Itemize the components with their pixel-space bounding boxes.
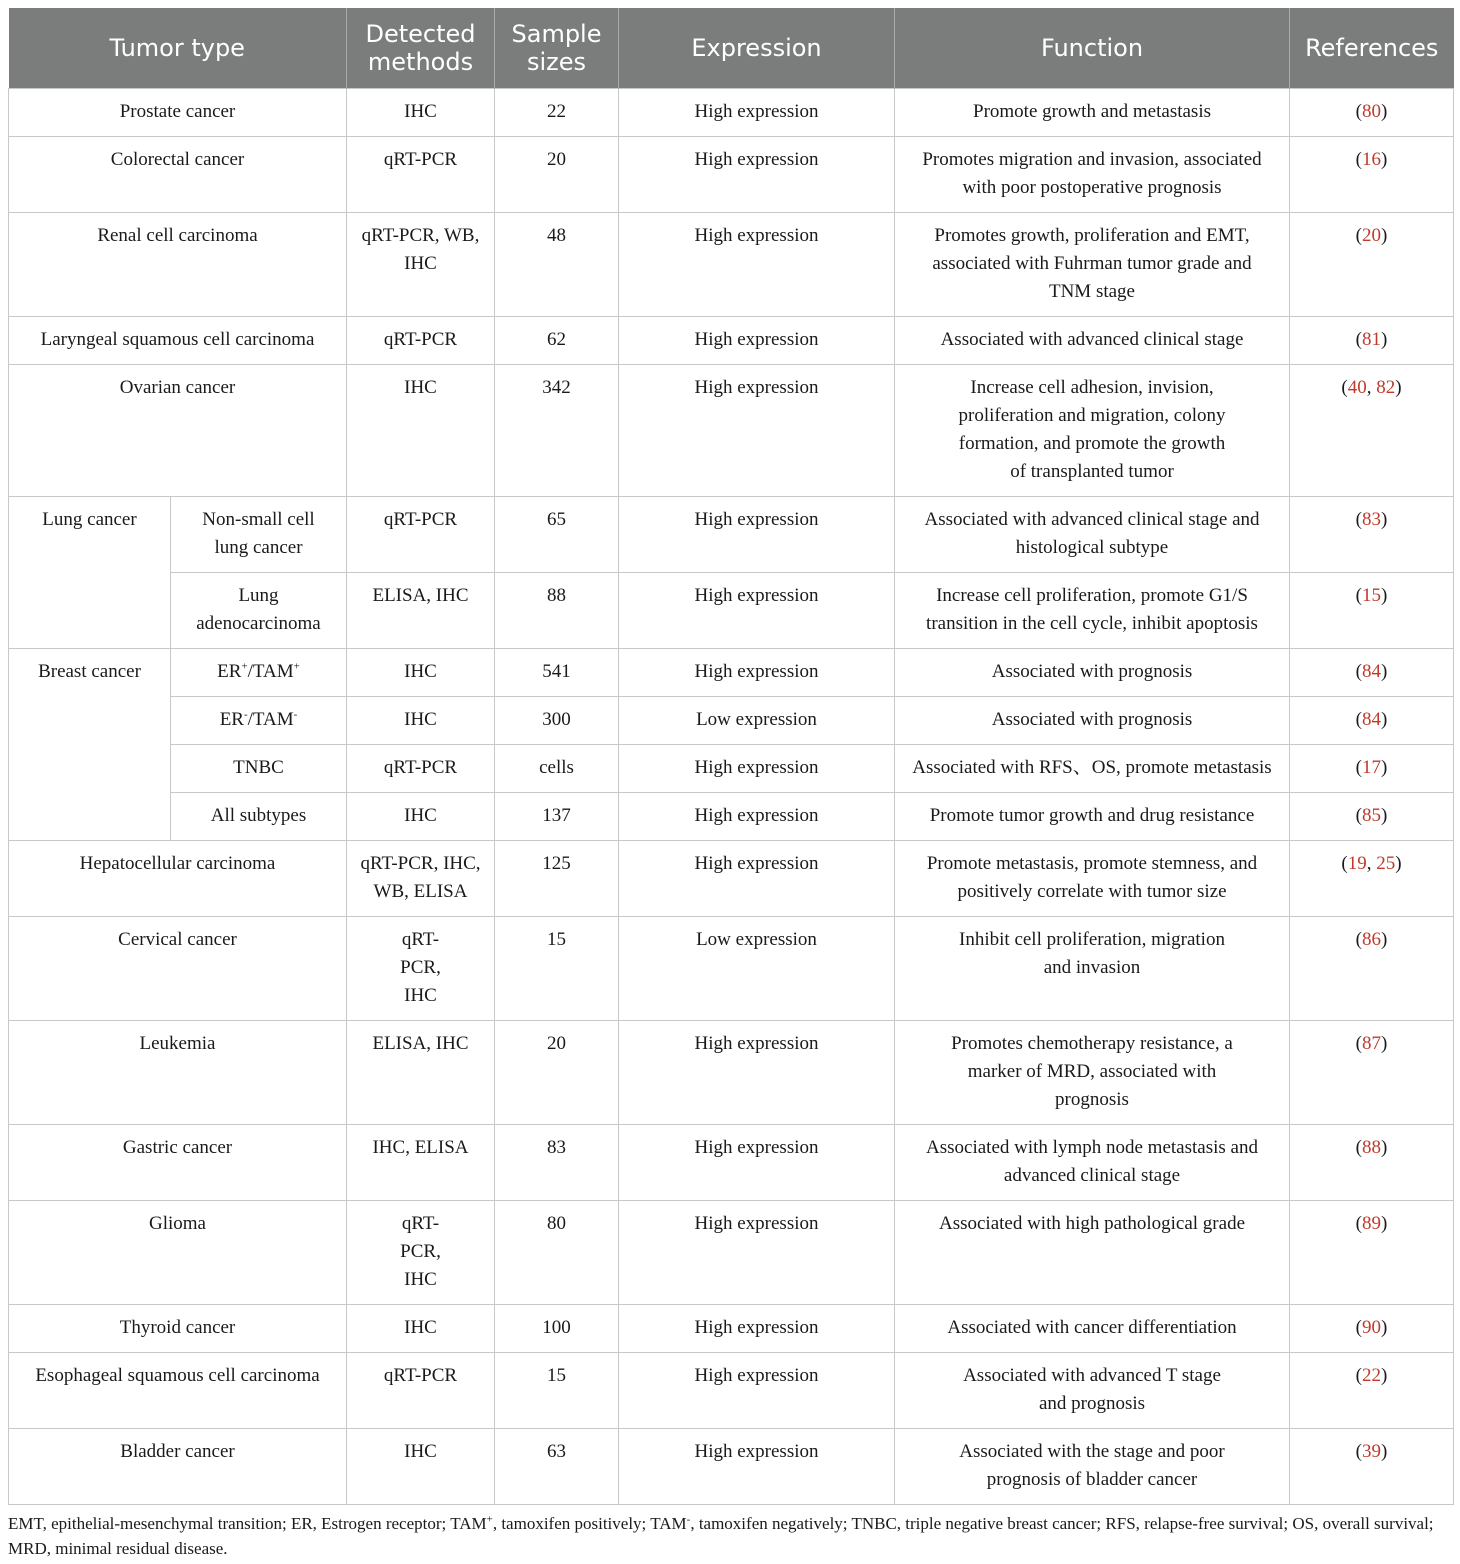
tumor-type-cell bbox=[9, 213, 347, 317]
function-cell bbox=[895, 649, 1290, 697]
expression-cell bbox=[619, 213, 895, 317]
expression-cell-text: High expression bbox=[694, 1365, 819, 1386]
function-cell bbox=[895, 89, 1290, 137]
sample-size-cell-text: 48 bbox=[547, 225, 566, 246]
detected-methods-cell bbox=[347, 917, 495, 1021]
tumor-type-cell bbox=[9, 649, 171, 841]
function-cell bbox=[895, 1125, 1290, 1201]
detected-methods-cell bbox=[347, 365, 495, 497]
function-cell bbox=[895, 697, 1290, 745]
header-tumor-type: Tumor type bbox=[9, 8, 347, 89]
tumor-subtype-cell-text: All subtypes bbox=[210, 805, 307, 826]
expression-cell bbox=[619, 697, 895, 745]
expression-cell bbox=[619, 1201, 895, 1305]
reference-link[interactable]: 89 bbox=[1362, 1213, 1381, 1234]
tumor-subtype-cell-text: ER-/TAM- bbox=[219, 708, 298, 730]
tumor-type-cell bbox=[9, 1125, 347, 1201]
function-cell bbox=[895, 497, 1290, 573]
table-row bbox=[9, 1429, 1454, 1505]
tumor-type-cell bbox=[9, 89, 347, 137]
references-cell: (20) bbox=[1290, 213, 1454, 317]
references-cell: (80) bbox=[1290, 89, 1454, 137]
sample-size-cell bbox=[495, 917, 619, 1021]
function-cell bbox=[895, 793, 1290, 841]
tumor-type-cell-text: Renal cell carcinoma bbox=[97, 225, 258, 246]
function-cell-text: Increase cell adhesion, invision, proliferation and migration, colony formation, and promote the growth of transplanted tumor bbox=[958, 377, 1226, 482]
function-cell-text: Promote metastasis, promote stemness, and positively correlate with tumor size bbox=[926, 853, 1258, 902]
tumor-type-cell bbox=[9, 1305, 347, 1353]
expression-cell-text: High expression bbox=[694, 509, 819, 530]
function-cell bbox=[895, 1353, 1290, 1429]
reference-link[interactable]: 83 bbox=[1362, 509, 1381, 530]
reference-link[interactable]: 80 bbox=[1362, 101, 1381, 122]
detected-methods-cell-text: IHC bbox=[404, 805, 437, 826]
detected-methods-cell bbox=[347, 1021, 495, 1125]
table-row bbox=[9, 1305, 1454, 1353]
function-cell-text: Associated with advanced clinical stage and histological subtype bbox=[924, 509, 1260, 558]
expression-cell-text: High expression bbox=[694, 149, 819, 170]
detected-methods-cell-text: qRT-PCR bbox=[383, 329, 458, 350]
header-expression: Expression bbox=[619, 8, 895, 89]
sample-size-cell-text: 15 bbox=[547, 1365, 566, 1386]
table-row bbox=[9, 213, 1454, 317]
function-cell-text: Promotes growth, proliferation and EMT, associated with Fuhrman tumor grade and TNM stage bbox=[932, 225, 1252, 302]
expression-cell bbox=[619, 649, 895, 697]
references-cell: (90) bbox=[1290, 1305, 1454, 1353]
expression-cell-text: High expression bbox=[694, 853, 819, 874]
function-cell bbox=[895, 745, 1290, 793]
references-cell: (88) bbox=[1290, 1125, 1454, 1201]
expression-cell bbox=[619, 573, 895, 649]
detected-methods-cell bbox=[347, 1125, 495, 1201]
function-cell-text: Associated with advanced clinical stage bbox=[940, 329, 1244, 350]
detected-methods-cell-text: IHC, ELISA bbox=[372, 1137, 469, 1158]
tumor-type-cell-text: Colorectal cancer bbox=[110, 149, 245, 170]
expression-cell-text: Low expression bbox=[696, 709, 817, 730]
sample-size-cell bbox=[495, 1021, 619, 1125]
table-row bbox=[9, 917, 1454, 1021]
sample-size-cell bbox=[495, 1305, 619, 1353]
tumor-type-cell-text: Glioma bbox=[149, 1213, 206, 1234]
header-row bbox=[9, 8, 1454, 89]
detected-methods-cell bbox=[347, 745, 495, 793]
expression-cell-text: High expression bbox=[694, 101, 819, 122]
detected-methods-cell bbox=[347, 1305, 495, 1353]
expression-cell bbox=[619, 1429, 895, 1505]
expression-cell bbox=[619, 917, 895, 1021]
sample-size-cell bbox=[495, 137, 619, 213]
expression-cell-text: High expression bbox=[694, 1033, 819, 1054]
tumor-type-cell-text: Leukemia bbox=[139, 1033, 216, 1054]
detected-methods-cell bbox=[347, 497, 495, 573]
function-cell-text: Increase cell proliferation, promote G1/S transition in the cell cycle, inhibit apoptosis bbox=[926, 585, 1258, 634]
reference-link[interactable]: 22 bbox=[1362, 1365, 1381, 1386]
table-row bbox=[9, 497, 1454, 573]
detected-methods-cell bbox=[347, 213, 495, 317]
function-cell bbox=[895, 1201, 1290, 1305]
function-cell-text: Promotes chemotherapy resistance, a marker of MRD, associated with prognosis bbox=[951, 1033, 1233, 1110]
detected-methods-cell-text: qRT-PCR bbox=[383, 149, 458, 170]
table-row bbox=[9, 1125, 1454, 1201]
sample-size-cell bbox=[495, 1429, 619, 1505]
sample-size-cell-text: 100 bbox=[542, 1317, 571, 1338]
sample-size-cell-text: 20 bbox=[547, 149, 566, 170]
header-function: Function bbox=[895, 8, 1290, 89]
function-cell-text: Associated with advanced T stage and prognosis bbox=[963, 1365, 1221, 1414]
function-cell bbox=[895, 137, 1290, 213]
tumor-type-cell bbox=[9, 841, 347, 917]
detected-methods-cell bbox=[347, 1353, 495, 1429]
sample-size-cell-text: 62 bbox=[547, 329, 566, 350]
sample-size-cell-text: 63 bbox=[547, 1441, 566, 1462]
references-cell: (19, 25) bbox=[1290, 841, 1454, 917]
reference-link[interactable]: 25 bbox=[1376, 853, 1396, 874]
table-footnote bbox=[8, 1511, 1453, 1561]
table-body bbox=[9, 89, 1454, 1505]
detected-methods-cell-text: qRT-PCR, WB, IHC bbox=[361, 225, 480, 274]
references-cell: (15) bbox=[1290, 573, 1454, 649]
sample-size-cell-text: cells bbox=[539, 757, 574, 778]
tumor-type-cell-text: Prostate cancer bbox=[119, 101, 236, 122]
reference-link[interactable]: 40 bbox=[1347, 377, 1367, 398]
expression-cell-text: High expression bbox=[694, 377, 819, 398]
function-cell bbox=[895, 841, 1290, 917]
sample-size-cell-text: 300 bbox=[542, 709, 571, 730]
reference-link[interactable]: 19 bbox=[1347, 853, 1367, 874]
detected-methods-cell bbox=[347, 697, 495, 745]
table-row bbox=[9, 745, 1454, 793]
sample-size-cell bbox=[495, 793, 619, 841]
sample-size-cell bbox=[495, 317, 619, 365]
detected-methods-cell-text: IHC bbox=[404, 709, 437, 730]
expression-cell-text: High expression bbox=[694, 661, 819, 682]
reference-link[interactable]: 15 bbox=[1362, 585, 1381, 606]
sample-size-cell-text: 80 bbox=[547, 1213, 566, 1234]
detected-methods-cell bbox=[347, 89, 495, 137]
tumor-subtype-cell-text: ER+/TAM+ bbox=[217, 660, 300, 682]
sample-size-cell-text: 137 bbox=[542, 805, 571, 826]
sample-size-cell bbox=[495, 841, 619, 917]
expression-cell bbox=[619, 365, 895, 497]
tumor-subtype-cell bbox=[171, 697, 347, 745]
reference-link[interactable]: 90 bbox=[1362, 1317, 1381, 1338]
sample-size-cell bbox=[495, 745, 619, 793]
tumor-type-cell bbox=[9, 317, 347, 365]
function-cell-text: Inhibit cell proliferation, migration and invasion bbox=[959, 929, 1225, 978]
detected-methods-cell-text: qRT-PCR, IHC bbox=[400, 929, 441, 1006]
tumor-type-cell bbox=[9, 1429, 347, 1505]
sample-size-cell bbox=[495, 1125, 619, 1201]
sample-size-cell-text: 22 bbox=[547, 101, 566, 122]
expression-cell bbox=[619, 89, 895, 137]
sample-size-cell-text: 15 bbox=[547, 929, 566, 950]
sample-size-cell bbox=[495, 697, 619, 745]
sample-size-cell-text: 65 bbox=[547, 509, 566, 530]
table-row bbox=[9, 89, 1454, 137]
table-row bbox=[9, 1353, 1454, 1429]
references-cell: (84) bbox=[1290, 697, 1454, 745]
sample-size-cell-text: 125 bbox=[542, 853, 571, 874]
references-cell: (86) bbox=[1290, 917, 1454, 1021]
detected-methods-cell-text: IHC bbox=[404, 661, 437, 682]
table-row bbox=[9, 697, 1454, 745]
reference-link[interactable]: 84 bbox=[1362, 709, 1381, 730]
expression-cell bbox=[619, 793, 895, 841]
expression-cell bbox=[619, 317, 895, 365]
sample-size-cell-text: 342 bbox=[542, 377, 571, 398]
function-cell-text: Promote tumor growth and drug resistance bbox=[929, 805, 1255, 826]
table-row bbox=[9, 365, 1454, 497]
function-cell-text: Associated with lymph node metastasis and advanced clinical stage bbox=[926, 1137, 1258, 1186]
references-cell: (39) bbox=[1290, 1429, 1454, 1505]
table-row bbox=[9, 137, 1454, 213]
function-cell-text: Associated with prognosis bbox=[991, 709, 1193, 730]
tumor-type-cell-text: Bladder cancer bbox=[120, 1441, 235, 1462]
tumor-type-cell bbox=[9, 1021, 347, 1125]
sample-size-cell bbox=[495, 1353, 619, 1429]
tumor-subtype-cell bbox=[171, 745, 347, 793]
reference-link[interactable]: 81 bbox=[1362, 329, 1381, 350]
function-cell-text: Promote growth and metastasis bbox=[973, 101, 1211, 122]
sample-size-cell-text: 20 bbox=[547, 1033, 566, 1054]
references-cell: (81) bbox=[1290, 317, 1454, 365]
tumor-expression-table bbox=[8, 8, 1454, 1505]
detected-methods-cell-text: ELISA, IHC bbox=[372, 1033, 469, 1054]
expression-cell-text: High expression bbox=[694, 329, 819, 350]
function-cell-text: Associated with the stage and poor prognosis of bladder cancer bbox=[959, 1441, 1225, 1490]
table-row bbox=[9, 793, 1454, 841]
tumor-type-cell bbox=[9, 137, 347, 213]
detected-methods-cell bbox=[347, 841, 495, 917]
function-cell-text: Associated with prognosis bbox=[991, 661, 1193, 682]
expression-cell bbox=[619, 1305, 895, 1353]
reference-link[interactable]: 87 bbox=[1362, 1033, 1381, 1054]
detected-methods-cell bbox=[347, 1201, 495, 1305]
expression-cell bbox=[619, 1125, 895, 1201]
references-cell: (17) bbox=[1290, 745, 1454, 793]
reference-link[interactable]: 17 bbox=[1362, 757, 1381, 778]
reference-link[interactable]: 85 bbox=[1362, 805, 1381, 826]
function-cell bbox=[895, 573, 1290, 649]
tumor-type-cell-text: Ovarian cancer bbox=[119, 377, 236, 398]
table-row bbox=[9, 1021, 1454, 1125]
tumor-type-cell bbox=[9, 917, 347, 1021]
header-detected-methods: Detected methods bbox=[347, 8, 495, 89]
expression-cell-text: High expression bbox=[694, 1137, 819, 1158]
detected-methods-cell bbox=[347, 1429, 495, 1505]
detected-methods-cell-text: IHC bbox=[404, 1317, 437, 1338]
sample-size-cell bbox=[495, 649, 619, 697]
detected-methods-cell bbox=[347, 793, 495, 841]
function-cell bbox=[895, 917, 1290, 1021]
references-cell: (40, 82) bbox=[1290, 365, 1454, 497]
sample-size-cell bbox=[495, 1201, 619, 1305]
references-cell: (16) bbox=[1290, 137, 1454, 213]
sample-size-cell bbox=[495, 89, 619, 137]
expression-cell-text: Low expression bbox=[696, 929, 817, 950]
detected-methods-cell-text: qRT-PCR, IHC bbox=[400, 1213, 441, 1290]
expression-cell bbox=[619, 137, 895, 213]
function-cell-text: Associated with cancer differentiation bbox=[947, 1317, 1237, 1338]
detected-methods-cell-text: ELISA, IHC bbox=[372, 585, 469, 606]
tumor-type-cell-text: Esophageal squamous cell carcinoma bbox=[35, 1365, 320, 1386]
detected-methods-cell-text: qRT-PCR bbox=[383, 1365, 458, 1386]
function-cell bbox=[895, 213, 1290, 317]
table-row bbox=[9, 841, 1454, 917]
expression-cell-text: High expression bbox=[694, 1213, 819, 1234]
tumor-type-cell-text: Thyroid cancer bbox=[119, 1317, 236, 1338]
references-cell: (85) bbox=[1290, 793, 1454, 841]
tumor-type-cell-text: Lung cancer bbox=[42, 509, 137, 530]
references-cell: (83) bbox=[1290, 497, 1454, 573]
detected-methods-cell-text: qRT-PCR, IHC, WB, ELISA bbox=[360, 853, 481, 902]
tumor-subtype-cell-text: Non-small cell lung cancer bbox=[202, 509, 315, 558]
tumor-type-cell-text: Cervical cancer bbox=[118, 929, 237, 950]
function-cell bbox=[895, 1021, 1290, 1125]
function-cell-text: Associated with RFS、OS, promote metastasis bbox=[912, 757, 1272, 778]
expression-cell bbox=[619, 497, 895, 573]
tumor-type-cell-text: Laryngeal squamous cell carcinoma bbox=[40, 329, 315, 350]
table-row bbox=[9, 649, 1454, 697]
tumor-type-cell-text: Gastric cancer bbox=[122, 1137, 233, 1158]
detected-methods-cell-text: qRT-PCR bbox=[383, 509, 458, 530]
sample-size-cell-text: 88 bbox=[547, 585, 566, 606]
references-cell: (22) bbox=[1290, 1353, 1454, 1429]
expression-cell-text: High expression bbox=[694, 585, 819, 606]
expression-cell-text: High expression bbox=[694, 1441, 819, 1462]
expression-cell bbox=[619, 1021, 895, 1125]
sample-size-cell-text: 541 bbox=[542, 661, 571, 682]
expression-cell-text: High expression bbox=[694, 757, 819, 778]
tumor-type-cell bbox=[9, 365, 347, 497]
function-cell bbox=[895, 1305, 1290, 1353]
reference-link[interactable]: 88 bbox=[1362, 1137, 1381, 1158]
tumor-type-cell-text: Breast cancer bbox=[38, 661, 141, 682]
function-cell-text: Promotes migration and invasion, associated with poor postoperative prognosis bbox=[922, 149, 1262, 198]
detected-methods-cell bbox=[347, 649, 495, 697]
sample-size-cell-text: 83 bbox=[547, 1137, 566, 1158]
detected-methods-cell bbox=[347, 573, 495, 649]
reference-link[interactable]: 86 bbox=[1362, 929, 1381, 950]
reference-link[interactable]: 82 bbox=[1376, 377, 1396, 398]
expression-cell-text: High expression bbox=[694, 805, 819, 826]
detected-methods-cell-text: qRT-PCR bbox=[383, 757, 458, 778]
tumor-subtype-cell-text: TNBC bbox=[233, 757, 284, 778]
function-cell-text: Associated with high pathological grade bbox=[938, 1213, 1246, 1234]
footnote-text: EMT, epithelial-mesenchymal transition; ER, Estrogen receptor; TAM+, tamoxifen positively; TAM-, tamoxifen negatively; TNBC, triple negative breast cancer; RFS, relapse-free survival; OS, overall survival; MRD, minimal residual disease. bbox=[8, 1513, 1434, 1558]
expression-cell-text: High expression bbox=[694, 1317, 819, 1338]
references-cell: (84) bbox=[1290, 649, 1454, 697]
expression-cell-text: High expression bbox=[694, 225, 819, 246]
expression-cell bbox=[619, 841, 895, 917]
expression-cell bbox=[619, 1353, 895, 1429]
sample-size-cell bbox=[495, 573, 619, 649]
references-cell: (89) bbox=[1290, 1201, 1454, 1305]
tumor-type-cell bbox=[9, 497, 171, 649]
expression-cell bbox=[619, 745, 895, 793]
tumor-type-cell bbox=[9, 1201, 347, 1305]
tumor-subtype-cell bbox=[171, 793, 347, 841]
detected-methods-cell-text: IHC bbox=[404, 101, 437, 122]
table-row bbox=[9, 317, 1454, 365]
references-cell: (87) bbox=[1290, 1021, 1454, 1125]
tumor-type-cell-text: Hepatocellular carcinoma bbox=[79, 853, 276, 874]
table-row bbox=[9, 1201, 1454, 1305]
reference-link[interactable]: 39 bbox=[1362, 1441, 1381, 1462]
tumor-subtype-cell-text: Lung adenocarcinoma bbox=[196, 585, 321, 634]
sample-size-cell bbox=[495, 497, 619, 573]
tumor-subtype-cell bbox=[171, 573, 347, 649]
header-references: References bbox=[1290, 8, 1454, 89]
reference-link[interactable]: 84 bbox=[1362, 661, 1381, 682]
table-row bbox=[9, 573, 1454, 649]
tumor-subtype-cell bbox=[171, 497, 347, 573]
detected-methods-cell bbox=[347, 137, 495, 213]
detected-methods-cell-text: IHC bbox=[404, 1441, 437, 1462]
header-sample-sizes: Sample sizes bbox=[495, 8, 619, 89]
detected-methods-cell-text: IHC bbox=[404, 377, 437, 398]
reference-link[interactable]: 20 bbox=[1362, 225, 1381, 246]
function-cell bbox=[895, 317, 1290, 365]
sample-size-cell bbox=[495, 365, 619, 497]
function-cell bbox=[895, 365, 1290, 497]
sample-size-cell bbox=[495, 213, 619, 317]
reference-link[interactable]: 16 bbox=[1362, 149, 1381, 170]
detected-methods-cell bbox=[347, 317, 495, 365]
function-cell bbox=[895, 1429, 1290, 1505]
tumor-subtype-cell bbox=[171, 649, 347, 697]
tumor-type-cell bbox=[9, 1353, 347, 1429]
